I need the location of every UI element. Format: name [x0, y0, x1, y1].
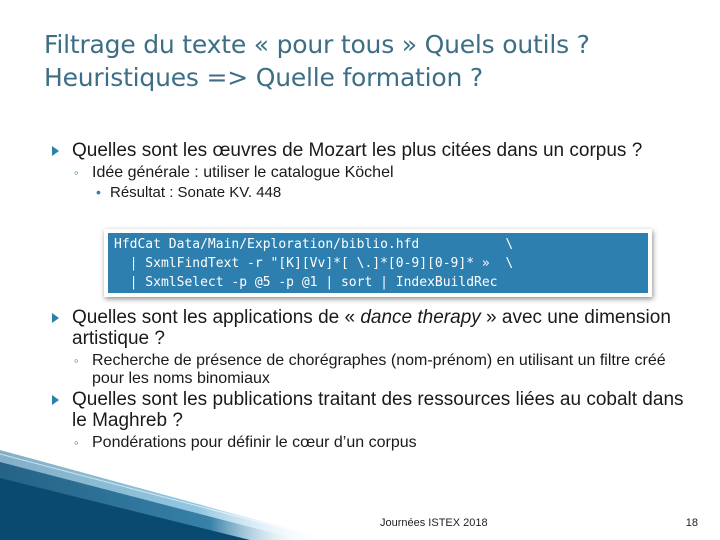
code-block-inner: [108, 233, 648, 293]
triangle-bullet-icon: [52, 313, 59, 323]
slide-title: [44, 28, 684, 94]
footer-text: Journées ISTEX 2018: [380, 517, 488, 529]
slide-title-line-1: Filtrage du texte « pour tous » Quels outils ?: [44, 30, 590, 59]
bullet-dance-after: » avec une dimension artistique ?: [72, 307, 671, 349]
circle-bullet-icon: ◦: [74, 435, 79, 450]
circle-bullet-icon: ◦: [74, 353, 79, 368]
code-line-2: | SxmlFindText -r "[K][Vv]*[ \.]*[0-9][0-9]* » \: [114, 256, 514, 271]
sub-bullet-choreographers-text: Recherche de présence de chorégraphes (nom-prénom) en utilisant un filtre créé pour les noms binomiaux: [92, 352, 666, 387]
bullet-dance-italic: dance therapy: [360, 307, 481, 328]
code-line-1: HfdCat Data/Main/Exploration/biblio.hfd \: [114, 237, 514, 252]
code-line-3: | SxmlSelect -p @5 -p @1 | sort | IndexBuildRec: [114, 275, 498, 290]
triangle-bullet-icon: [52, 146, 59, 156]
triangle-bullet-icon: [52, 395, 59, 405]
bullet-dance-therapy: [50, 307, 690, 349]
sub-bullet-weighting-text: Pondérations pour définir le cœur d’un corpus: [92, 434, 417, 451]
bullet-cobalt-text: Quelles sont les publications traitant des ressources liées au cobalt dans le Maghreb ?: [72, 389, 684, 431]
sub-bullet-kochel: [50, 164, 690, 182]
sub-bullet-kochel-text: Idée générale : utiliser le catalogue Köchel: [92, 164, 394, 181]
section-dance-therapy: [50, 307, 690, 390]
decorative-swoosh: [0, 440, 380, 540]
circle-bullet-icon: ◦: [74, 165, 79, 180]
bullet-cobalt: [50, 389, 690, 431]
slide-title-line-2: Heuristiques => Quelle formation ?: [44, 63, 483, 92]
dot-bullet-icon: •: [96, 184, 101, 200]
page-number: 18: [685, 517, 698, 529]
subsub-bullet-result-text: Résultat : Sonate KV. 448: [110, 184, 282, 201]
bullet-dance-before: Quelles sont les applications de «: [72, 307, 361, 328]
code-block: [104, 229, 652, 297]
subsub-bullet-result: [50, 184, 690, 202]
bullet-mozart-text: Quelles sont les œuvres de Mozart les plus citées dans un corpus ?: [72, 140, 643, 161]
bullet-mozart: [50, 140, 690, 161]
section-mozart: [50, 140, 690, 206]
sub-bullet-choreographers: [50, 352, 690, 388]
